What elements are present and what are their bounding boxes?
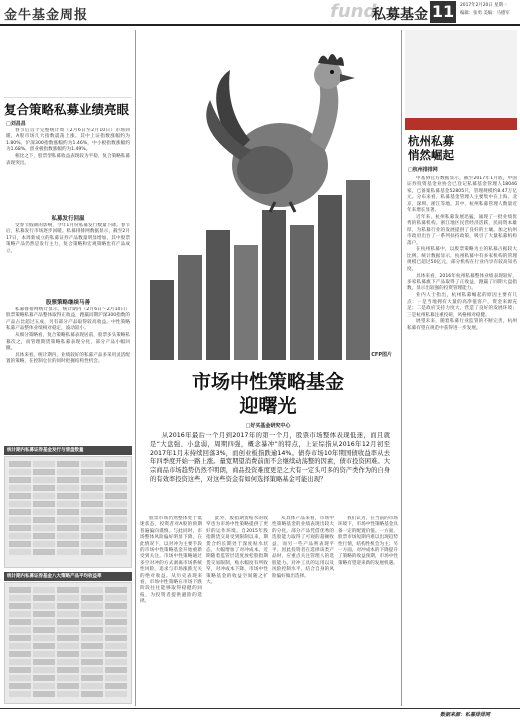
column-divider: [401, 30, 402, 706]
issue-date: 2017年2月20日 星期一: [460, 3, 508, 8]
left-article-byline: □刘昌昌: [6, 121, 26, 127]
paragraph: 展望未来，随着私募行业监管的不断完善，杭州私募有望在规范中获得进一步发展。: [407, 319, 517, 331]
right-red-accent: [405, 118, 517, 130]
paragraph: 此外，股指期货贴水的收窄也为市场中性策略提供了更好的运作环境。自2015年股指期货交易受到限制以来，期货合约长期处于深度贴水状态，大幅增加了对冲成本。近期随着监管层适度放松股指期货交易限制，贴水幅度有所收窄，对冲成本下降，市场中性策略基金的收益空间随之扩大。: [206, 516, 268, 586]
page-number: 11: [431, 2, 455, 21]
hero-illustration: [140, 30, 396, 360]
main-article-col-1: [140, 516, 202, 704]
left-top-blank: [4, 30, 132, 98]
paragraph: 从细分策略看，复合策略私募表现居前，股票多头策略私募次之，而管理期货策略私募表现分化，部分产品小幅回撤。: [6, 333, 130, 351]
paragraph: 具体来看，2016年杭州私募整体业绩表现较好，多家私募旗下产品取得了正收益，跑赢了同期大盘指数，显示出较强的投资管理能力。: [407, 273, 517, 292]
left-article-body-3: [6, 307, 130, 442]
main-article-col-2: [206, 516, 268, 704]
paragraph: 中基协官方数据显示，截至2017年1月底，中国证券投资基金业协会已登记私募基金管理人18046家，已备案私募基金52805只，管理规模约8.47万亿元。分布来看，私募基金管理人主要集中在上海、北京、深圳、浙江等地。其中，杭州私募管理人数量近年来增长显著。: [407, 176, 517, 214]
stats-box-1: [4, 456, 132, 568]
right-article-title-line-1: 杭州私募: [408, 134, 454, 148]
paragraph: 近年来，杭州私募发展迅猛，涌现了一批业绩优秀的私募机构。浙江地区民营经济活跃，民间资本雄厚，为私募行业的发展提供了良好的土壤。加之杭州市政府出台了一系列扶持政策，吸引了大量私募机构落户。: [407, 214, 517, 246]
stats-table-2: [9, 587, 127, 697]
left-subheading-2: 股票策略继续马善: [45, 300, 90, 306]
right-article-title-line-2: 悄然崛起: [408, 148, 454, 162]
paragraph: 业内人士指出，杭州私募崛起的原因主要有几点：一是当地拥有大量的高净值客户，资金来源充足；二是政府支持力度大，营造了良好的发展环境；三是杭州私募注重投研，风格相对稳健。: [407, 293, 517, 318]
paragraph: 我们认为，在当前的市场环境下，市场中性策略基金具备一定的配置价值。一方面，股票市场短期内难以出现趋势性行情，结构性机会为主；另一方面，对冲成本的下降提升了策略的收益预期，市场中性策略有望迎来新的发展机遇。: [338, 516, 398, 566]
left-subheading-1: 私募发行回温: [51, 216, 85, 222]
left-article-body-2: [6, 223, 130, 297]
paper-name: 金牛基金周报: [4, 8, 89, 23]
paragraph: 受春节假期的影响，今年1月份私募发行数量下降。春节后，私募发行市场逐步回暖。私募排排网数据显示，截至2月17日，本周新成立的私募证券产品数量明显增加，其中股票策略产品仍然是发行主力，复合策略和宏观策略也有产品成立。: [6, 223, 130, 254]
section-en-label: fund: [330, 1, 377, 22]
masthead: [0, 0, 520, 26]
main-article-col-3: [272, 516, 334, 704]
paragraph: 私募排排网统计显示，统计期内（2月6日～2月10日）股票策略私募产品整体取得正收益，跑赢同期沪深300指数的产品占比超过五成，另有部分产品取得较高收益。中性策略私募产品整体业绩相对稳定，波动较小。: [6, 307, 130, 332]
right-top-image-area: [405, 30, 517, 130]
paragraph: 具体来看，统计期内，业绩较好的私募产品多采用灵活配置的策略，在控制仓位的同时把握结构性机会。: [6, 352, 130, 365]
main-article-col-4: [338, 516, 398, 704]
main-article-title-line-2: 迎曙光: [239, 395, 297, 417]
paragraph: 春节后首个完整统计周（2月6日至2月10日）市场回暖，A股市场几大指数震荡上涨。其中上证指数涨幅约为1.80%，沪深300指数涨幅约为1.46%，中小板指数涨幅约为1.68%，创业板指数涨幅约为1.49%。: [6, 128, 130, 153]
footer-source: 数据来源：私募排排网: [440, 712, 491, 718]
paragraph: 从具体产品来看，市场中性策略基金的业绩表现出较大的分化。部分产品凭借优秀的选股能力取得了可观的超额收益，而另一些产品则表现平平。因此投资者在选择该类产品时，应重点关注管理人的选股能力、对冲工具的运用以及风险控制水平，结合自身的风险偏好做出选择。: [272, 516, 334, 579]
image-caption: CFP图片: [371, 352, 392, 358]
left-article-title: 复合策略私募业绩亮眼: [4, 102, 130, 117]
stats-box-1-title: 统计期内私募证券基金发行与清盘数量: [4, 446, 132, 455]
stats-box-2-title: 统计期内私募证券基金八大策略产品平均收益率: [4, 572, 132, 581]
right-article-body: [407, 176, 517, 704]
rooster-on-bars-image: [140, 30, 396, 360]
left-article-body-1: [6, 128, 130, 212]
stats-table-1: [9, 461, 127, 555]
main-article-title-line-1: 市场中性策略基金: [191, 371, 344, 393]
paragraph: 在杭州私募中，以股票策略为主的私募占据较大比例。统计数据显示，杭州私募中有多家机构的管理规模已超过50亿元，部分机构在行业内享有较高知名度。: [407, 247, 517, 272]
main-article-byline: □好买基金研究中心: [245, 423, 291, 429]
editor-credit: 编辑：张勇 美编：马德军: [460, 11, 510, 16]
main-article-lead: 从2016年最后一个月到2017年的第一个月，股票市场整体表现低迷，而且就是“大盘强、小盘弱，周期四强，概念暴冲”的特点，上证综指从2016年12月初至2017年1月末持续回落3%，而创业板指跌逾14%。债券市场10年期国债收益率从去年四季度开始一路上涨。量宽期望消费前面不会继续动荡整的因素，债市投资困难。大宗商品市场趋势仍然不明朗，商品投资难度更是之大有一定头可多的资产类作为的自身的有效率投资这些，对这些资金有如何选择策略基金可能出现？: [150, 432, 390, 483]
right-article-byline: □杭州排排网: [408, 167, 438, 173]
stats-box-2: [4, 582, 132, 704]
paragraph: 相比之下，股票型私募收益表现较为平稳，复合策略私募表现突出。: [6, 154, 130, 166]
column-divider: [135, 30, 136, 706]
footer-bar: [0, 708, 520, 720]
paragraph: 股票市场仍然整体处于低迷状态，投资者对A股的预期普遍偏向谨慎。与此同时，市场整体风险偏好明显下降，在此情况下，以对冲为主要手段的市场中性策略基金开始重新受到关注。市场中性策略通过多空对冲的方式剥离市场系统性风险，追求与市场涨跌无关的绝对收益。从历史表现来看，市场中性策略在市场下跌阶段往往能够取得稳健的回报，为投资者提供避险的选择。: [140, 516, 202, 605]
section-title: 私募基金: [372, 7, 428, 23]
